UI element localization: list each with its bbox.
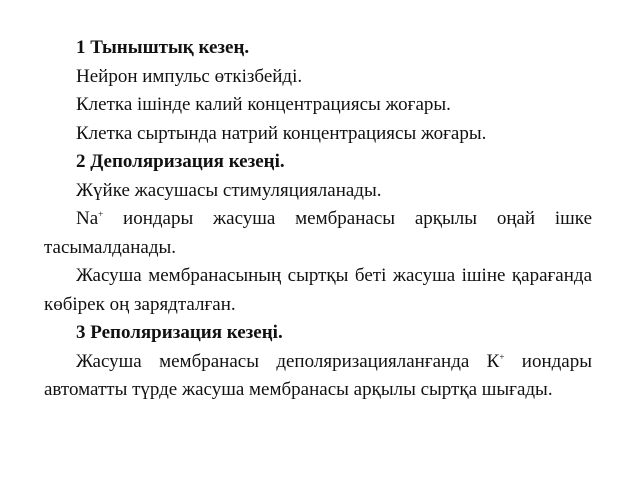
sodium-ion-paragraph — [44, 205, 592, 262]
potassium-ion-text-start: Жасуша мембранасы деполяризацияланғанда К — [76, 350, 500, 372]
sodium-ion-symbol: Na — [76, 208, 99, 229]
sodium-ion-text: иондары жасуша мембранасы арқылы оңай ішке тасымалданады. — [44, 208, 592, 258]
section-1-line-3: Клетка сыртында натрий концентрациясы жоғары. — [76, 122, 487, 144]
section-2-line-1: Жүйке жасушасы стимуляцияланады. — [76, 179, 382, 201]
section-3-heading: 3 Реполяризация кезеңі. — [76, 322, 283, 343]
section-1-line-1: Нейрон импульс өткізбейді. — [76, 65, 303, 87]
potassium-ion-paragraph — [44, 348, 592, 405]
section-1-line-2: Клетка ішінде калий концентрациясы жоғары. — [76, 94, 451, 115]
membrane-charge-paragraph: Жасуша мембранасының сыртқы беті жасуша ішіне қарағанда көбірек оң зарядталған. — [44, 265, 592, 315]
sodium-ion-charge: + — [98, 209, 104, 219]
section-2-heading: 2 Деполяризация кезеңі. — [76, 151, 285, 172]
potassium-ion-text-rest: иондары автоматты түрде жасуша мембранасы арқылы сыртқа шығады. — [44, 350, 592, 400]
potassium-ion-charge: + — [499, 351, 505, 362]
section-1-heading: 1 Тыныштық кезең. — [76, 37, 250, 58]
